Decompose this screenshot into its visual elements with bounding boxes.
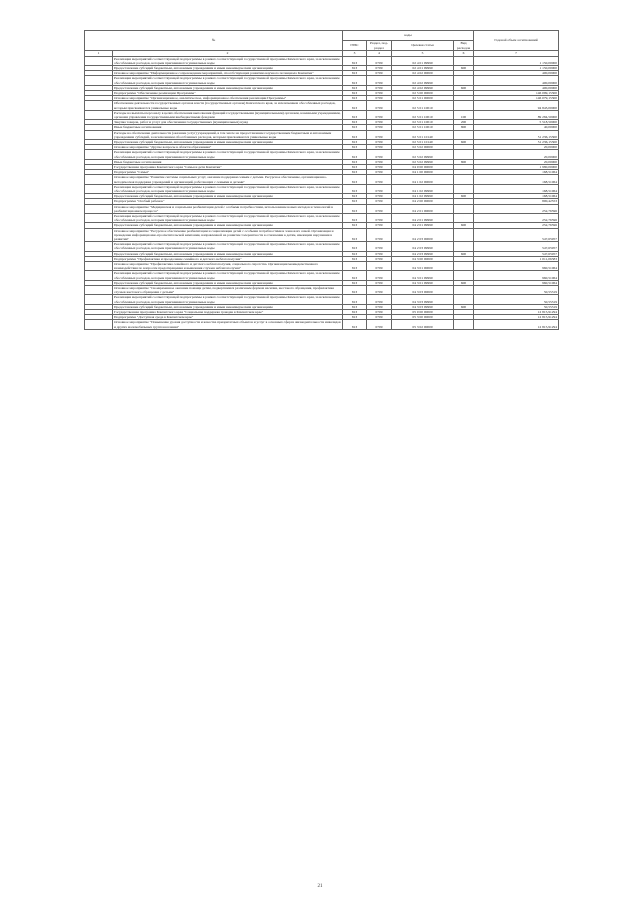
row-razdel-cell: 0709 [367,310,392,315]
row-grbs-cell: 813 [343,295,367,304]
row-sum-cell: 252,76596 [474,223,559,228]
row-grbs-cell: 813 [343,320,367,329]
row-razdel-cell: 0709 [367,280,392,285]
row-sum-cell: 51 236,15300 [474,139,559,144]
row-vid-cell: 600 [454,304,474,309]
index-cell: 5 [392,51,454,57]
row-sum-cell: 12 815,91294 [474,315,559,320]
row-name-cell: Основное мероприятие "Другие вопросы в области образования" [113,145,343,150]
row-name-cell: Реализация мероприятий соответствующей подпрограммы в рамках соответствующей государственной программы Камчатского края, за исключением обособленных расходов, которым присваиваются уникальные коды [113,271,343,280]
row-sum-cell: 400,00000 [474,85,559,90]
row-celevaya-cell: 02 5 01 10010 [392,110,454,119]
row-name-cell: Реализация мероприятий соответствующей подпрограммы в рамках соответствующей государственной программы Камчатского края, за исключением обособленных расходов, которым присваиваются уникальные коды [113,214,343,223]
row-name-cell: Основное мероприятие "Своевременное оказание помощи детям, подвергшимся различным формам насилия, жестокого обращения, профилактика случаев жестокого обращения с детьми" [113,286,343,295]
row-razdel-cell: 0709 [367,184,392,193]
row-celevaya-cell: 05 3 00 00000 [392,315,454,320]
row-name-cell: Государственная программа Камчатского края "Социальная поддержка граждан в Камчатском крае" [113,310,343,315]
row-razdel-cell: 0709 [367,286,392,295]
row-name-cell: Реализация мероприятий соответствующей подпрограммы в рамках соответствующей государственной программы Камчатского края, за исключением обособленных расходов, которым присваиваются уникальные коды [113,150,343,159]
header-volume: Годовой объем ассигнований [474,31,559,51]
row-grbs-cell: 813 [343,96,367,101]
row-razdel-cell: 0709 [367,145,392,150]
table-row [85,204,559,213]
row-sum-cell: 547,65957 [474,251,559,256]
row-number-cell [85,76,113,85]
row-grbs-cell: 813 [343,251,367,256]
table-row [85,242,559,251]
row-vid-cell [454,286,474,295]
row-grbs-cell: 813 [343,194,367,199]
row-sum-cell: 960,51064 [474,262,559,271]
row-sum-cell: 1 150,00000 [474,56,559,65]
row-razdel-cell: 0709 [367,101,392,110]
index-cell: 7 [474,51,559,57]
row-grbs-cell: 813 [343,280,367,285]
table-row [85,262,559,271]
row-vid-cell [454,150,474,159]
row-vid-cell: 100 [454,110,474,119]
table-row [85,76,559,85]
row-celevaya-cell: 04 1 02 09990 [392,184,454,193]
table-row [85,110,559,119]
row-name-cell: Реализация мероприятий соответствующей подпрограммы в рамках соответствующей государственной программы Камчатского края, за исключением обособленных расходов, которым присваиваются уникальные коды [113,184,343,193]
row-name-cell: Подпрограмма "Обеспечение реализации Программы" [113,90,343,95]
row-vid-cell [454,228,474,242]
row-celevaya-cell: 05 3 02 00000 [392,320,454,329]
row-grbs-cell: 813 [343,228,367,242]
row-razdel-cell: 0709 [367,56,392,65]
row-name-cell: Основное мероприятие "Медицинская и социальная реабилитация детей с особыми потребностями, использование новых методов и технологий в реабилитационном процессе" [113,204,343,213]
row-number-cell [85,150,113,159]
row-vid-cell: 600 [454,85,474,90]
row-razdel-cell: 0709 [367,71,392,76]
row-celevaya-cell: 02 5 01 10010 [392,101,454,110]
row-vid-cell [454,101,474,110]
row-razdel-cell: 0709 [367,271,392,280]
table-row [85,214,559,223]
row-grbs-cell: 813 [343,164,367,169]
row-grbs-cell: 813 [343,85,367,90]
row-sum-cell: 168,51064 [474,170,559,175]
table-row [85,184,559,193]
row-name-cell: Обеспечение деятельности государственных органов власти (государственных органов) Камчатского края, за исключением обособленных расходов, которым присваиваются уникальные коды [113,101,343,110]
row-razdel-cell: 0709 [367,76,392,85]
row-sum-cell: 50,55319 [474,286,559,295]
row-celevaya-cell: 02 5 01 10010 [392,120,454,125]
row-vid-cell: 200 [454,120,474,125]
row-razdel-cell: 0709 [367,110,392,119]
row-celevaya-cell: 02 5 01 10140 [392,130,454,139]
row-vid-cell: 800 [454,125,474,130]
row-grbs-cell: 813 [343,214,367,223]
table-row [85,320,559,329]
row-celevaya-cell: 04 3 00 00000 [392,256,454,261]
row-name-cell: Государственная программа Камчатского края "Семья и дети Камчатки" [113,164,343,169]
row-name-cell: Основное мероприятие "Развитие системы социальных услуг, оказание поддержки семьям с детьми. Ресурсное обеспечение, организационно-методическая поддержка учреждений и организаций, работающих с семьями и детьми" [113,175,343,184]
row-name-cell: Основное мероприятие "Информационное сопровождение мероприятий, способствующих развитию научного потенциала Камчатки" [113,71,343,76]
row-vid-cell: 600 [454,194,474,199]
row-vid-cell [454,76,474,85]
row-celevaya-cell: 02 5 00 00000 [392,90,454,95]
table-row [85,175,559,184]
row-celevaya-cell: 04 3 03 09990 [392,295,454,304]
row-celevaya-cell: 04 3 01 09990 [392,271,454,280]
row-razdel-cell: 0709 [367,223,392,228]
row-razdel-cell: 0709 [367,199,392,204]
row-sum-cell: 168,51064 [474,175,559,184]
row-razdel-cell: 0709 [367,320,392,329]
row-sum-cell: 50,55319 [474,304,559,309]
row-razdel-cell: 0709 [367,295,392,304]
row-celevaya-cell: 04 3 01 00000 [392,262,454,271]
row-vid-cell [454,175,474,184]
row-razdel-cell: 0709 [367,65,392,70]
row-name-cell: Реализация мероприятий соответствующей подпрограммы в рамках соответствующей государственной программы Камчатского края, за исключением обособленных расходов, которым присваиваются уникальные коды [113,295,343,304]
row-grbs-cell: 813 [343,101,367,110]
row-name-cell: Основное мероприятие "Ресурсное обеспечение реабилитации и социализации детей с особыми потребностями и членов их семей. Организация и проведение информационно-просветительской кампании, направленной на развитие толерантности в отношении к детям, имеющим нарушения в развитии" [113,228,343,242]
row-razdel-cell: 0709 [367,175,392,184]
row-name-cell: Реализация мероприятий соответствующей подпрограммы в рамках соответствующей государственной программы Камчатского края, за исключением обособленных расходов, которым присваиваются уникальные коды [113,242,343,251]
row-sum-cell: 51 236,15300 [474,130,559,139]
row-grbs-cell: 813 [343,159,367,164]
row-celevaya-cell: 04 0 00 00000 [392,164,454,169]
header-row-1 [85,31,559,41]
budget-sheet [84,30,558,330]
row-number-cell [85,262,113,271]
row-sum-cell: 547,65957 [474,228,559,242]
row-name-cell: Предоставление субсидий бюджетным, автономным учреждениям и иным некоммерческим организациям [113,251,343,256]
row-name-cell: Реализация мероприятий соответствующей подпрограммы в рамках соответствующей государственной программы Камчатского края, за исключением обособленных расходов, которым присваиваются уникальные коды [113,76,343,85]
row-grbs-cell: 813 [343,242,367,251]
row-celevaya-cell: 04 2 00 00000 [392,199,454,204]
row-celevaya-cell: 02 5 01 00000 [392,96,454,101]
row-razdel-cell: 0709 [367,159,392,164]
row-grbs-cell: 813 [343,223,367,228]
row-razdel-cell: 0709 [367,96,392,101]
row-number-cell [85,242,113,251]
row-number-cell [85,184,113,193]
row-name-cell: Реализация мероприятий соответствующей подпрограммы в рамках соответствующей государственной программы Камчатского края, за исключением обособленных расходов, которым присваиваются уникальные коды [113,56,343,65]
table-row [85,271,559,280]
row-name-cell: Предоставление субсидий бюджетным, автономным учреждениям и иным некоммерческим организациям [113,304,343,309]
row-sum-cell: 94 843,00000 [474,101,559,110]
row-razdel-cell: 0709 [367,125,392,130]
row-sum-cell: 12 815,91294 [474,310,559,315]
row-razdel-cell: 0709 [367,251,392,256]
row-sum-cell: 168,51064 [474,184,559,193]
table-row [85,56,559,65]
row-name-cell: Предоставление субсидий бюджетным, автономным учреждениям и иным некоммерческим организациям [113,280,343,285]
row-sum-cell: 146 079,15300 [474,96,559,101]
row-sum-cell: 1 980,00000 [474,164,559,169]
row-name-cell: Основное мероприятие "Организационное, аналитическое, информационное обеспечения реализации Программы" [113,96,343,101]
row-vid-cell [454,184,474,193]
row-grbs-cell: 813 [343,262,367,271]
table-row [85,101,559,110]
row-sum-cell: 960,51064 [474,280,559,285]
table-row [85,295,559,304]
row-vid-cell: 600 [454,251,474,256]
index-cell: 6 [454,51,474,57]
row-celevaya-cell: 04 2 03 09990 [392,251,454,256]
row-number-cell [85,130,113,139]
row-vid-cell [454,262,474,271]
row-grbs-cell: 813 [343,76,367,85]
row-celevaya-cell: 04 3 03 00000 [392,286,454,295]
table-body [85,56,559,329]
index-cell: 4 [367,51,392,57]
row-number-cell [85,228,113,242]
row-name-cell: Закупка товаров, работ и услуг для обеспечения государственных (муниципальных) нужд [113,120,343,125]
row-grbs-cell: 813 [343,304,367,309]
row-razdel-cell: 0709 [367,130,392,139]
table-row [85,130,559,139]
table-row [85,150,559,159]
row-celevaya-cell: 02 5 02 09990 [392,150,454,159]
row-grbs-cell: 813 [343,204,367,213]
row-razdel-cell: 0709 [367,170,392,175]
row-razdel-cell: 0709 [367,214,392,223]
header-codes: коды [343,31,474,41]
row-razdel-cell: 0709 [367,262,392,271]
row-vid-cell: 600 [454,280,474,285]
row-vid-cell [454,320,474,329]
row-name-cell: Предоставление субсидий бюджетным, автономным учреждениям и иным некоммерческим организациям [113,194,343,199]
index-cell: 3 [343,51,367,57]
header-num: № [85,31,343,51]
row-celevaya-cell: 04 2 03 09990 [392,242,454,251]
row-sum-cell: 20,00000 [474,145,559,150]
row-sum-cell: 960,51064 [474,271,559,280]
row-grbs-cell: 813 [343,71,367,76]
row-grbs-cell: 813 [343,271,367,280]
row-name-cell: Предоставление субсидий бюджетным, автономным учреждениям и иным некоммерческим организациям [113,65,343,70]
row-sum-cell: 20,00000 [474,159,559,164]
row-sum-cell: 1 150,00000 [474,65,559,70]
budget-table [84,30,559,330]
header-vid: Вид расходов [454,41,474,51]
row-name-cell: Подпрограмма "Профилактика и преодоление семейного и детского неблагополучия" [113,256,343,261]
row-celevaya-cell: 05 0 00 00000 [392,310,454,315]
row-celevaya-cell: 04 1 00 00000 [392,170,454,175]
row-vid-cell [454,130,474,139]
row-vid-cell [454,295,474,304]
row-sum-cell: 12 815,91294 [474,320,559,329]
row-vid-cell: 600 [454,139,474,144]
row-number-cell [85,214,113,223]
row-number-cell [85,271,113,280]
row-celevaya-cell: 02 5 02 00000 [392,145,454,150]
header-grbs: ГРБС [343,41,367,51]
row-vid-cell: 800 [454,159,474,164]
row-vid-cell [454,242,474,251]
row-grbs-cell: 813 [343,170,367,175]
row-razdel-cell: 0709 [367,90,392,95]
row-number-cell [85,295,113,304]
row-sum-cell: 800,42553 [474,199,559,204]
row-razdel-cell: 0709 [367,315,392,320]
row-sum-cell: 252,76596 [474,204,559,213]
table-row [85,286,559,295]
row-sum-cell: 400,00000 [474,76,559,85]
row-name-cell: Подпрограмма "Особый ребенок" [113,199,343,204]
row-grbs-cell: 813 [343,199,367,204]
row-celevaya-cell: 04 3 01 09990 [392,280,454,285]
index-cell: 2 [113,51,343,57]
row-celevaya-cell: 02 5 02 09990 [392,159,454,164]
row-sum-cell: 252,76596 [474,214,559,223]
row-grbs-cell: 813 [343,110,367,119]
row-grbs-cell: 813 [343,56,367,65]
row-name-cell: Основное мероприятие "Повышение уровня доступности и качества приоритетных объектов и услуг в основных сферах жизнедеятельности инвалидов и других маломобильных групп населения" [114,320,341,329]
row-grbs-cell: 813 [343,310,367,315]
header-razdel: Раздел, под-раздел [367,41,392,51]
row-grbs-cell: 813 [343,145,367,150]
row-razdel-cell: 0709 [367,256,392,261]
row-sum-cell: 168,51064 [474,194,559,199]
page-number: 21 [317,884,323,889]
row-number-cell [85,175,113,184]
row-sum-cell: 547,65957 [474,242,559,251]
row-grbs-cell: 813 [343,125,367,130]
row-sum-cell: 5 518,50000 [474,120,559,125]
row-number-cell [85,110,113,119]
row-name-cell: Расходы на выплаты персоналу в целях обеспечения выполнения функций государственными (муниципальными) органами, казенными учреждениями, органами управления государственными внебюджетными фондами [113,110,343,119]
row-sum-cell: 89 284,50000 [474,110,559,119]
row-sum-cell: 20,00000 [474,150,559,159]
row-razdel-cell: 0709 [367,150,392,159]
row-celevaya-cell: 02 4 02 09990 [392,85,454,90]
row-vid-cell [454,271,474,280]
row-name-cell: Предоставление субсидий бюджетным, автономным учреждениям и иным некоммерческим организациям [113,223,343,228]
row-number-cell [85,286,113,295]
row-celevaya-cell: 02 4 01 09990 [392,65,454,70]
row-celevaya-cell: 04 2 01 09990 [392,214,454,223]
row-celevaya-cell: 02 4 01 09990 [392,56,454,65]
row-razdel-cell: 0709 [367,228,392,242]
row-number-cell [85,204,113,213]
row-razdel-cell: 0709 [367,120,392,125]
row-name-cell: Предоставление субсидий бюджетным, автономным учреждениям и иным некоммерческим организациям [113,139,343,144]
row-celevaya-cell: 02 5 01 10010 [392,125,454,130]
table-row [85,228,559,242]
row-razdel-cell: 0709 [367,164,392,169]
row-name-cell: Иные бюджетные ассигнования [113,159,343,164]
row-sum-cell: 400,00000 [474,71,559,76]
row-name-cell: Иные бюджетные ассигнования [113,125,343,130]
row-vid-cell [454,56,474,65]
row-grbs-cell: 813 [343,315,367,320]
row-grbs-cell: 813 [343,150,367,159]
row-razdel-cell: 0709 [367,304,392,309]
row-celevaya-cell: 04 1 02 00000 [392,175,454,184]
row-grbs-cell: 813 [343,90,367,95]
row-grbs-cell: 813 [343,139,367,144]
row-number-cell [85,56,113,65]
index-cell: 1 [85,51,113,57]
row-grbs-cell: 813 [343,286,367,295]
row-name-cell: Подпрограмма "Семья" [113,170,343,175]
row-name-cell: Предоставление субсидий бюджетным, автономным учреждениям и иным некоммерческим организациям [113,85,343,90]
row-number-cell [85,101,113,110]
row-razdel-cell: 0709 [367,194,392,199]
row-celevaya-cell: 02 4 02 00000 [392,71,454,76]
row-name-cell: Основное мероприятие "Профилактика семейного и детского неблагополучия, социального сиротства. Организация межведомственного взаимодействия по вопросам предотвращения и выявления случаев неблагополучия" [113,262,343,271]
row-celevaya-cell: 04 3 03 09990 [392,304,454,309]
row-grbs-cell: 813 [343,184,367,193]
row-grbs-cell: 813 [343,65,367,70]
row-sum-cell: 50,55319 [474,295,559,304]
row-grbs-cell: 813 [343,120,367,125]
row-celevaya-cell: 04 1 02 09990 [392,194,454,199]
header-celevaya: Целевая статья [392,41,454,51]
row-celevaya-cell: 04 2 01 09990 [392,223,454,228]
row-grbs-cell: 813 [343,175,367,184]
row-vid-cell: 600 [454,223,474,228]
row-number-cell [85,320,113,329]
row-grbs-cell: 813 [343,256,367,261]
row-celevaya-cell: 04 2 03 00000 [392,228,454,242]
row-razdel-cell: 0709 [367,242,392,251]
row-razdel-cell: 0709 [367,139,392,144]
row-name-cell: Подпрограмма "Доступная среда в Камчатском крае" [113,315,343,320]
row-razdel-cell: 0709 [367,85,392,90]
row-vid-cell [454,214,474,223]
row-name-cell: Расходы на обеспечение деятельности (оказание услуг) учреждений, в том числе на предоставление государственным бюджетным и автономным учреждениям субсидий, за исключением обособленных расходов, которым присваиваются уникальные коды [113,130,343,139]
row-celevaya-cell: 04 2 01 00000 [392,204,454,213]
row-celevaya-cell: 02 4 02 09990 [392,76,454,85]
row-razdel-cell: 0709 [367,204,392,213]
row-vid-cell [454,204,474,213]
row-celevaya-cell: 02 5 01 10140 [392,139,454,144]
row-sum-cell: 146 099,15300 [474,90,559,95]
row-vid-cell: 600 [454,65,474,70]
row-grbs-cell: 813 [343,130,367,139]
row-sum-cell: 1 011,06383 [474,256,559,261]
row-sum-cell: 40,00000 [474,125,559,130]
